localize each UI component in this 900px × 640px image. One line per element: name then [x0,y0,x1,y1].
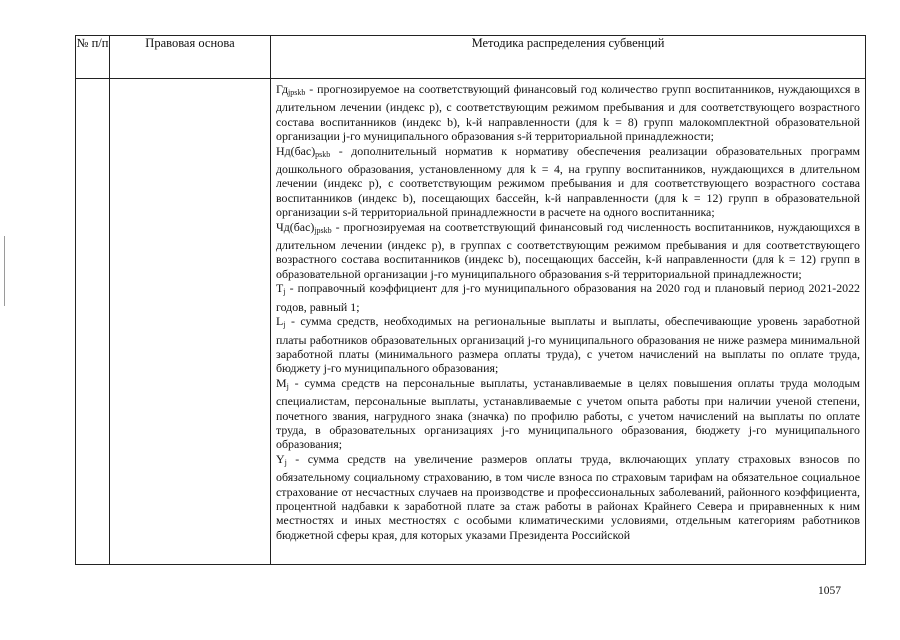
variable-symbol: L [276,314,284,329]
cell-number [76,79,110,565]
definition-paragraph [276,220,860,282]
header-methodology: Методика распределения субвенций [271,36,866,79]
page-number: 1057 [818,585,841,597]
variable-subscript: j [283,287,286,297]
variable-symbol: Гд [276,82,289,96]
variable-symbol: T [276,281,284,296]
table-header-row [76,36,866,79]
header-number: № п/п [76,36,110,79]
definition-text: - сумма средств на увеличение размеров оплаты труда, включающих уплату страховых взносов по обязательному социальному страхованию, в том числе взноса по страховым тарифам на обязательное социальное страхование от несчастных случаев на производстве и профессиональных заболеваний, районного коэффициента, процентной надбавки к заработной плате за стаж работы в районах Крайнего Севера и приравненных к ним местностях и иных местностях с особыми климатическими условиями, отдельным категориям работников бюджетной сферы края, для которых указами Президента Российской [276,451,860,542]
definition-text: - прогнозируемое на соответствующий финансовый год количество групп воспитанников, нуждающихся в длительном лечении (индекс p), с соответствующим режимом пребывания и для соответствующего возрастного состава воспитанников (индекс b), k-й направленности (для k = 8) групп малокомплектной образовательной организации j-го муниципального образования s-й территориальной принадлежности; [276,82,860,144]
header-legal-basis: Правовая основа [110,36,271,79]
definition-text: - дополнительный норматив к нормативу обеспечения реализации образовательных программ дошкольного образования, установленному для k = 4, на группу воспитанников, нуждающихся в длительном лечении (индекс p), с соответствующим режимом пребывания и для соответствующего возрастного состава воспитанников (индекс b), посещающих бассейн, k-й направленности (для k = 12) групп в образовательной организации s-й территориальной принадлежности в расчете на одного воспитанника; [276,143,860,220]
variable-subscript: jpskb [314,225,332,235]
left-margin-mark [4,236,5,306]
variable-symbol: M [276,375,287,390]
definition-paragraph [276,376,860,452]
variable-subscript: pskb [315,149,331,159]
definition-paragraph [276,82,860,144]
cell-methodology [271,79,866,565]
variable-subscript: jpskb [288,88,306,97]
variable-symbol: Нд(бас) [276,143,316,158]
methodology-text [276,82,860,542]
subvention-table [75,35,866,565]
definition-text: - сумма средств на персональные выплаты, устанавливаемые в целях повышения оплаты труда молодым специалистам, персональные выплаты, устанавливаемые с учетом опыта работы при наличии ученой степени, почетного звания, нагрудного знака (значка) по профилю работы, с учетом начислений на выплаты по оплате труда, в образовательных организациях j-го муниципального образования, бюджету j-го муниципального образования; [276,375,860,452]
variable-subscript: j [284,457,287,467]
variable-subscript: j [283,320,286,330]
variable-symbol: Чд(бас) [276,219,315,234]
definition-paragraph [276,452,860,542]
table-row [76,79,866,565]
variable-subscript: j [286,381,289,391]
definition-paragraph [276,144,860,220]
definition-text: - поправочный коэффициент для j-го муниципального образования на 2020 год и плановый период 2021-2022 годов, равный 1; [276,281,860,314]
definition-text: - прогнозируемая на соответствующий финансовый год численность воспитанников, нуждающихся в длительном лечении (индекс p), в группах с соответствующим режимом пребывания и для соответствующего возрастного состава воспитанников (индекс b), посещающих бассейн, k-й направленности (для k = 12) групп в образовательной организации j-го муниципального образования s-й территориальной принадлежности; [276,219,860,281]
definition-paragraph [276,314,860,376]
definition-paragraph [276,281,860,314]
variable-symbol: Y [276,451,285,466]
definition-text: - сумма средств, необходимых на региональные выплаты и выплаты, обеспечивающие уровень заработной платы работников образовательных организаций j-го муниципального образования не ниже размера минимальной заработной платы (минимального размера оплаты труда), с учетом начислений на выплаты по оплате труда, бюджету j-го муниципального образования; [276,314,860,376]
cell-legal-basis [110,79,271,565]
